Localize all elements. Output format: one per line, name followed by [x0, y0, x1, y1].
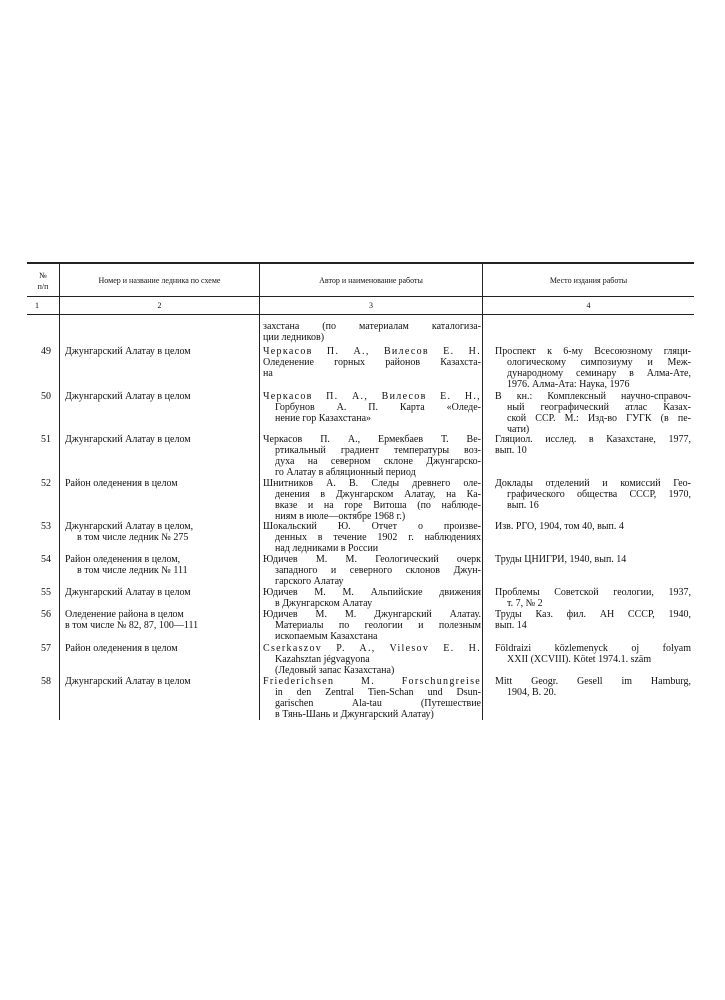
glacier-name-cell	[65, 346, 245, 357]
row-number: 53	[41, 521, 51, 532]
author-cell	[263, 554, 481, 587]
glacier-name-cell	[65, 434, 245, 445]
publication-cell	[495, 521, 691, 532]
header-number-line: п/п	[37, 282, 49, 291]
row-number: 58	[41, 676, 51, 687]
author-cell	[263, 676, 481, 720]
column-number: 4	[586, 301, 591, 310]
text-line: Юдичев М. М. Альпийские движения	[263, 587, 481, 598]
text-line: Проблемы Советской геологии, 1937,	[495, 587, 691, 598]
text-line: в Тянь-Шань и Джунгарский Алатау)	[275, 709, 434, 720]
text-line: в том числе ледник № 275	[77, 532, 189, 543]
text-line: garischen Ala-tau (Путешествие	[275, 698, 481, 709]
column-divider-3	[482, 262, 483, 720]
row-number: 56	[41, 609, 51, 620]
header-bottom-rule	[27, 296, 694, 297]
text-line: духа на северном склоне Джунгарско-	[275, 456, 481, 467]
glacier-name-cell	[65, 609, 245, 631]
text-line: ный географический атлас Казах-	[507, 402, 691, 413]
text-line: гарского Алатау	[275, 576, 344, 587]
author-cell	[263, 391, 481, 424]
author-cell	[263, 478, 481, 522]
publication-cell	[495, 609, 691, 631]
text-line: захстана (по материалам каталогиза-	[263, 321, 481, 332]
header-number-line: №	[39, 271, 47, 280]
publication-cell	[495, 391, 691, 435]
text-line: Шокальский Ю. Отчет о произве-	[263, 521, 481, 532]
text-line: денения в Джунгарском Алатау, на Ка-	[275, 489, 481, 500]
text-line: in den Zentral Tien-Schan und Dsun-	[275, 687, 481, 698]
row-number: 54	[41, 554, 51, 565]
row-number: 52	[41, 478, 51, 489]
text-line: Черкасов П. А., Ермекбаев Т. Ве-	[263, 434, 481, 445]
glacier-name-cell	[65, 391, 245, 402]
glacier-name-cell	[65, 554, 245, 576]
text-line: Földraizi közlemenyck oj folyam	[495, 643, 691, 654]
text-line: Юдичев М. М. Джунгарский Алатау.	[263, 609, 481, 620]
publication-cell	[495, 346, 691, 390]
text-line: вып. 16	[507, 500, 539, 511]
column-divider-1	[59, 262, 60, 720]
text-line: дународному семинару в Алма-Ате,	[507, 368, 691, 379]
text-line: Черкасов П. А., Вилесов Е. Н.,	[263, 391, 481, 402]
table-top-rule	[27, 262, 694, 264]
glacier-name-cell	[65, 676, 245, 687]
text-line: Район оледенения в целом	[65, 643, 178, 654]
text-line: чати)	[507, 424, 530, 435]
author-cell	[263, 346, 481, 379]
continuation-author-cell	[263, 321, 481, 343]
text-line: Friederichsen M. Forschungreise	[263, 676, 481, 687]
header-number	[27, 270, 59, 292]
text-line: Джунгарский Алатау в целом	[65, 434, 191, 445]
text-line: над ледниками в России	[275, 543, 379, 554]
author-cell	[263, 521, 481, 554]
header-author-work: Автор и наименование работы	[319, 276, 423, 285]
text-line: Гляциол. исслед. в Казахстане, 1977,	[495, 434, 691, 445]
text-line: Труды ЦНИГРИ, 1940, вып. 14	[495, 554, 627, 565]
text-line: Джунгарский Алатау в целом	[65, 391, 191, 402]
text-line: нение гор Казахстана»	[275, 413, 372, 424]
text-line: В кн.: Комплексный научно-справоч-	[495, 391, 691, 402]
text-line: ции ледников)	[263, 332, 325, 343]
text-line: на	[263, 368, 273, 379]
text-line: Проспект к 6-му Всесоюзному гляци-	[495, 346, 691, 357]
text-line: Оледенение горных районов Казахста-	[263, 357, 481, 368]
text-line: в том числе № 82, 87, 100—111	[65, 620, 199, 631]
row-number: 55	[41, 587, 51, 598]
column-divider-2	[259, 262, 260, 720]
row-number: 51	[41, 434, 51, 445]
text-line: ископаемым Казахстана	[275, 631, 378, 642]
text-line: ской ССР. М.: Изд-во ГУГК (в пе-	[507, 413, 691, 424]
text-line: вып. 14	[495, 620, 527, 631]
text-line: вказе и на горе Витоша (по наблюде-	[275, 500, 481, 511]
text-line: графического общества СССР, 1970,	[507, 489, 691, 500]
text-line: в том числе ледник № 111	[77, 565, 188, 576]
publication-cell	[495, 554, 691, 565]
column-number: 3	[369, 301, 373, 310]
text-line: Kazahsztan jégvagyona	[275, 654, 370, 665]
text-line: Юдичев М. М. Геологический очерк	[263, 554, 481, 565]
text-line: го Алатау в абляционный период	[275, 467, 416, 478]
publication-cell	[495, 676, 691, 698]
text-line: Шнитников А. В. Следы древнего оле-	[263, 478, 481, 489]
publication-cell	[495, 478, 691, 511]
author-cell	[263, 609, 481, 642]
text-line: Изв. РГО, 1904, том 40, вып. 4	[495, 521, 624, 532]
column-number-rule	[27, 314, 694, 315]
text-line: Джунгарский Алатау в целом	[65, 587, 191, 598]
text-line: денных в течение 1902 г. наблюдениях	[275, 532, 481, 543]
text-line: Материалы по геологии и полезным	[275, 620, 481, 631]
text-line: Оледенение района в целом	[65, 609, 184, 620]
row-number: 49	[41, 346, 51, 357]
text-line: XXII (XCVIII). Kötet 1974.1. szäm	[507, 654, 652, 665]
publication-cell	[495, 587, 691, 609]
text-line: Джунгарский Алатау в целом	[65, 346, 191, 357]
text-line: Доклады отделений и комиссий Гео-	[495, 478, 691, 489]
glacier-name-cell	[65, 521, 245, 543]
text-line: ниям в июле—октябре 1968 г.)	[275, 511, 406, 522]
glacier-name-cell	[65, 587, 245, 598]
glacier-name-cell	[65, 643, 245, 654]
text-line: (Ледовый запас Казахстана)	[275, 665, 395, 676]
text-line: в Джунгарском Алатау	[275, 598, 373, 609]
text-line: Cserkaszov P. A., Vilesov E. H.	[263, 643, 481, 654]
publication-cell	[495, 643, 691, 665]
text-line: Черкасов П. А., Вилесов Е. Н.	[263, 346, 481, 357]
text-line: вып. 10	[495, 445, 527, 456]
text-line: Труды Каз. фил. АН СССР, 1940,	[495, 609, 691, 620]
author-cell	[263, 434, 481, 478]
column-number: 2	[157, 301, 162, 310]
text-line: Джунгарский Алатау в целом	[65, 676, 191, 687]
text-line: ртикальный градиент температуры воз-	[275, 445, 481, 456]
text-line: 1976. Алма-Ата: Наука, 1976	[507, 379, 630, 390]
text-line: Район оледенения в целом,	[65, 554, 181, 565]
text-line: Джунгарский Алатау в целом,	[65, 521, 194, 532]
text-line: т. 7, № 2	[507, 598, 543, 609]
text-line: Район оледенения в целом	[65, 478, 178, 489]
text-line: западного и северного склонов Джун-	[275, 565, 481, 576]
row-number: 50	[41, 391, 51, 402]
row-number: 57	[41, 643, 51, 654]
column-number: 1	[35, 301, 39, 310]
text-line: 1904, B. 20.	[507, 687, 557, 698]
glacier-name-cell	[65, 478, 245, 489]
author-cell	[263, 587, 481, 609]
author-cell	[263, 643, 481, 676]
publication-cell	[495, 434, 691, 456]
text-line: ологическому симпозиуму и Меж-	[507, 357, 691, 368]
header-glacier-name: Номер и название ледника по схеме	[98, 276, 221, 285]
text-line: Mitt Geogr. Gesell im Hamburg,	[495, 676, 691, 687]
text-line: Горбунов А. П. Карта «Оледе-	[275, 402, 481, 413]
header-publication-place: Место издания работы	[549, 276, 628, 285]
